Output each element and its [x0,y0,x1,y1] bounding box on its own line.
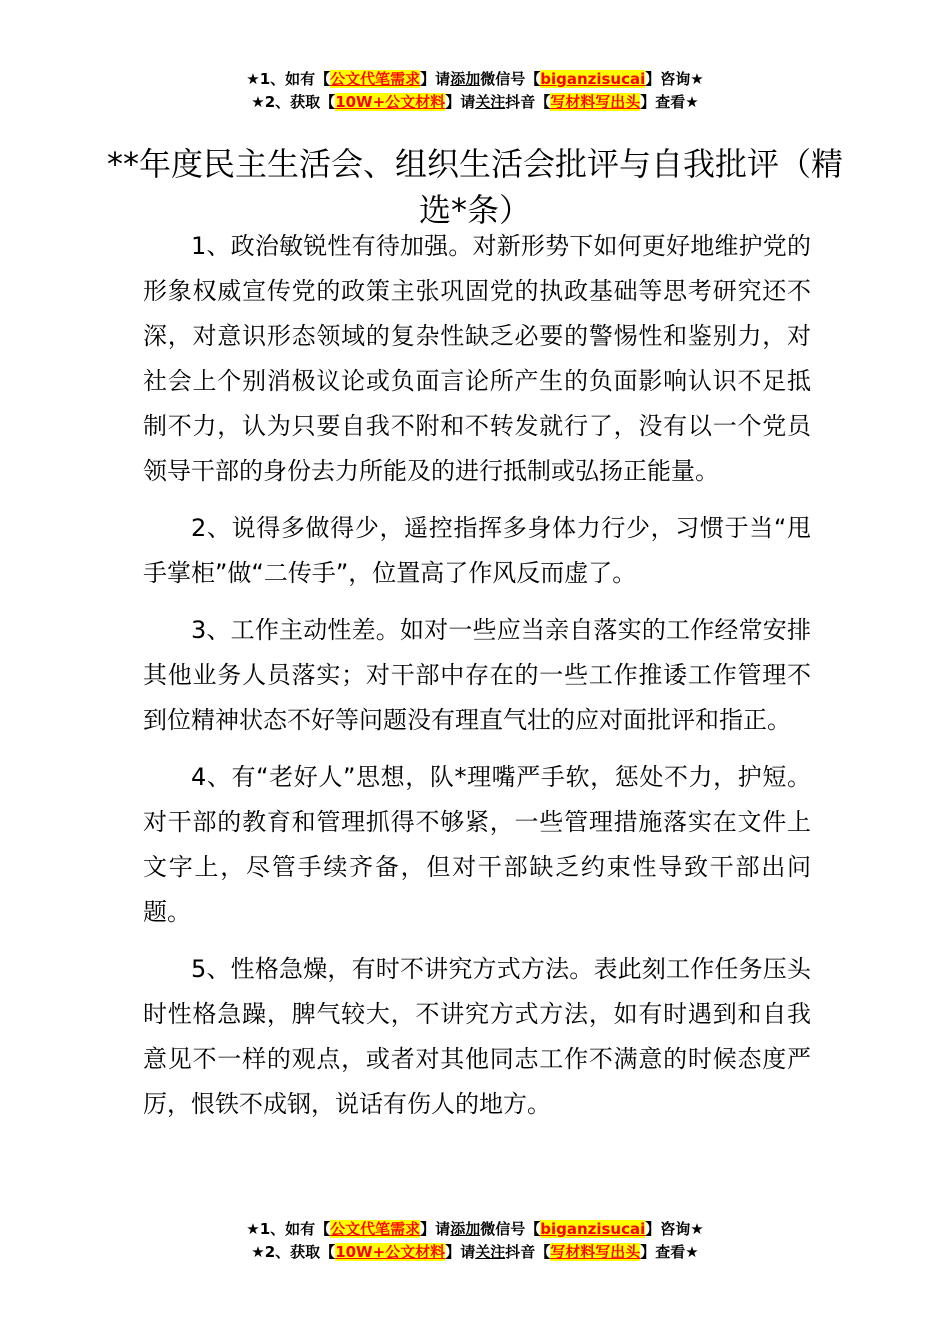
promo-text: 】咨询★ [645,1220,704,1238]
paragraph-1: 1、政治敏锐性有待加强。对新形势下如何更好地维护党的形象权威宣传党的政策主张巩固党的执政基础等思考研究还不深，对意识形态领域的复杂性缺乏必要的警惕性和鉴别力，对社会上个别消极议论或负面言论所产生的负面影响认识不足抵制不力，认为只要自我不附和不转发就行了，没有以一个党员领导干部的身份去力所能及的进行抵制或弘扬正能量。 [143,232,811,485]
promo-text: 微信号【 [480,1220,541,1238]
promo-underline: 添加 [450,1220,481,1238]
promo-text: ★2、获取【 [251,1243,336,1261]
promo-text: ★2、获取【 [251,93,336,111]
promo-text: 抖音【 [505,1243,551,1261]
promo-highlight: biganzisucai [540,70,646,88]
promo-text: 微信号【 [480,70,541,88]
promo-highlight: 公文代笔需求 [330,70,421,88]
promo-highlight: 公文代笔需求 [330,1220,421,1238]
paragraph-5: 5、性格急燥，有时不讲究方式方法。表此刻工作任务压头时性格急躁，脾气较大，不讲究方式方法，如有时遇到和自我意见不一样的观点，或者对其他同志工作不满意的时候态度严厉，恨铁不成钢，说话有伤人的地方。 [143,955,811,1118]
promo-text: ★1、如有【 [246,70,331,88]
document-title: **年度民主生活会、组织生活会批评与自我批评（精选*条） [106,145,843,230]
promo-underline: 添加 [450,70,481,88]
promo-text: 】请 [420,70,451,88]
promo-text: 】咨询★ [645,70,704,88]
promo-text: 】查看★ [640,93,699,111]
promo-line-2 [0,1241,950,1264]
promo-text: 】查看★ [640,1243,699,1261]
promo-highlight: 10W+公文材料 [335,1243,446,1261]
promo-text: 】请 [445,1243,476,1261]
promo-highlight: 写材料写出头 [550,1243,641,1261]
promo-text: 】请 [420,1220,451,1238]
promo-highlight: 10W+公文材料 [335,93,446,111]
promo-text: ★1、如有【 [246,1220,331,1238]
promo-text: 】请 [445,93,476,111]
paragraph-2: 2、说得多做得少，遥控指挥多身体力行少，习惯于当“甩手掌柜”做“二传手”，位置高了作风反而虚了。 [143,514,811,587]
promo-highlight: biganzisucai [540,1220,646,1238]
promo-banner-bottom [0,1218,950,1264]
promo-highlight: 写材料写出头 [550,93,641,111]
promo-line-1 [0,1218,950,1241]
promo-text: 抖音【 [505,93,551,111]
promo-line-2 [0,91,950,114]
promo-line-1 [0,68,950,91]
promo-banner-top [0,68,950,114]
document-body [143,224,811,1139]
paragraph-3: 3、工作主动性差。如对一些应当亲自落实的工作经常安排其他业务人员落实；对干部中存在的一些工作推诿工作管理不到位精神状态不好等问题没有理直气壮的应对面批评和指正。 [143,616,811,734]
promo-underline: 关注 [475,1243,506,1261]
paragraph-4: 4、有“老好人”思想，队*理嘴严手软，惩处不力，护短。对干部的教育和管理抓得不够紧，一些管理措施落实在文件上文字上，尽管手续齐备，但对干部缺乏约束性导致干部出问题。 [143,763,811,926]
promo-underline: 关注 [475,93,506,111]
